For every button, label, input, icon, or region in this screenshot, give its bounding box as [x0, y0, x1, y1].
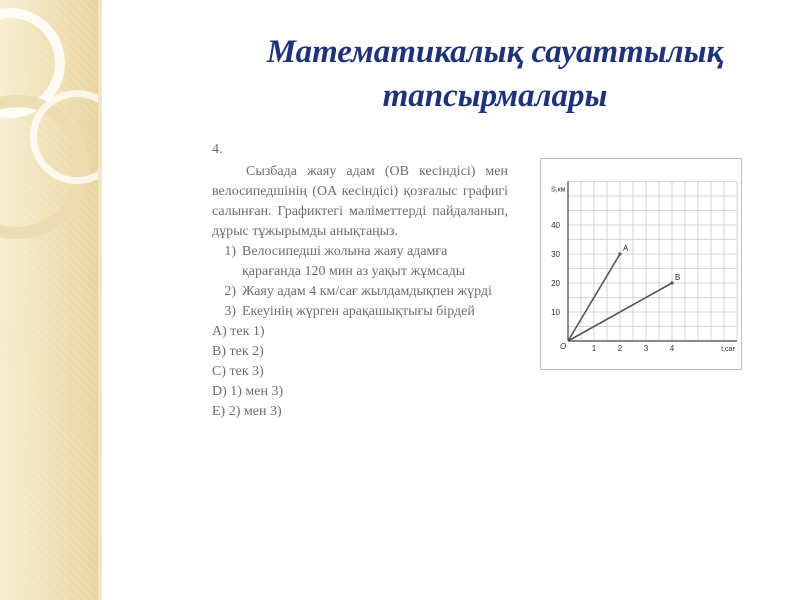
x-tick-label: 4: [669, 344, 675, 353]
decorative-side-panel: [0, 0, 98, 600]
item-text: Жаяу адам 4 км/сағ жылдамдықпен жүрді: [242, 284, 492, 299]
y-axis-label: S,км: [551, 186, 566, 194]
item-text: Велосипедші жолына жаяу адамға қарағанда 120 мин аз уақыт жұмсады: [242, 244, 466, 279]
series-endpoint-b: [670, 281, 673, 284]
task-statement: Сызбада жаяу адам (OB кесіндісі) мен велосипедшінің (OA кесіндісі) қозғалыс графигі салынған. Графиктегі мәліметтерді пайдаланып, дұрыс тұжырымды анықтаңыз.: [212, 164, 508, 239]
item-number: 3): [224, 304, 236, 319]
series-label-a: A: [623, 244, 629, 253]
slide-title: [200, 30, 790, 118]
list-item: [212, 282, 508, 302]
x-tick-label: 1: [591, 344, 597, 353]
answer-option-d: D) 1) мен 3): [212, 384, 284, 399]
list-item: [212, 242, 508, 282]
answer-option-e: Е) 2) мен 3): [212, 404, 282, 419]
y-tick-label: 30: [551, 250, 560, 259]
item-number: 2): [224, 284, 236, 299]
task-number: 4.: [212, 142, 223, 157]
x-tick-label: 3: [643, 344, 649, 353]
motion-graph: [540, 158, 742, 370]
motion-graph-svg: [541, 159, 741, 369]
answer-option-b: В) тек 2): [212, 344, 264, 359]
panel-edge: [98, 0, 102, 600]
y-tick-label: 40: [551, 221, 560, 230]
series-endpoint-a: [618, 252, 621, 255]
x-axis-label: t,сағ: [721, 346, 735, 353]
origin-label: O: [560, 342, 567, 351]
y-tick-label: 20: [551, 279, 560, 288]
statement-list: [212, 242, 508, 322]
answer-option-a: А) тек 1): [212, 324, 265, 339]
x-tick-label: 2: [617, 344, 623, 353]
item-number: 1): [224, 244, 236, 259]
series-label-b: B: [675, 273, 681, 282]
task-block: [212, 140, 508, 422]
item-text: Екеуінің жүрген арақашықтығы бірдей: [242, 304, 475, 319]
slide-title-line1: Математикалық сауаттылық: [266, 34, 724, 70]
list-item: [212, 302, 508, 322]
answer-option-c: С) тек 3): [212, 364, 264, 379]
y-tick-label: 10: [551, 308, 560, 317]
slide-title-line2: тапсырмалары: [382, 78, 608, 114]
